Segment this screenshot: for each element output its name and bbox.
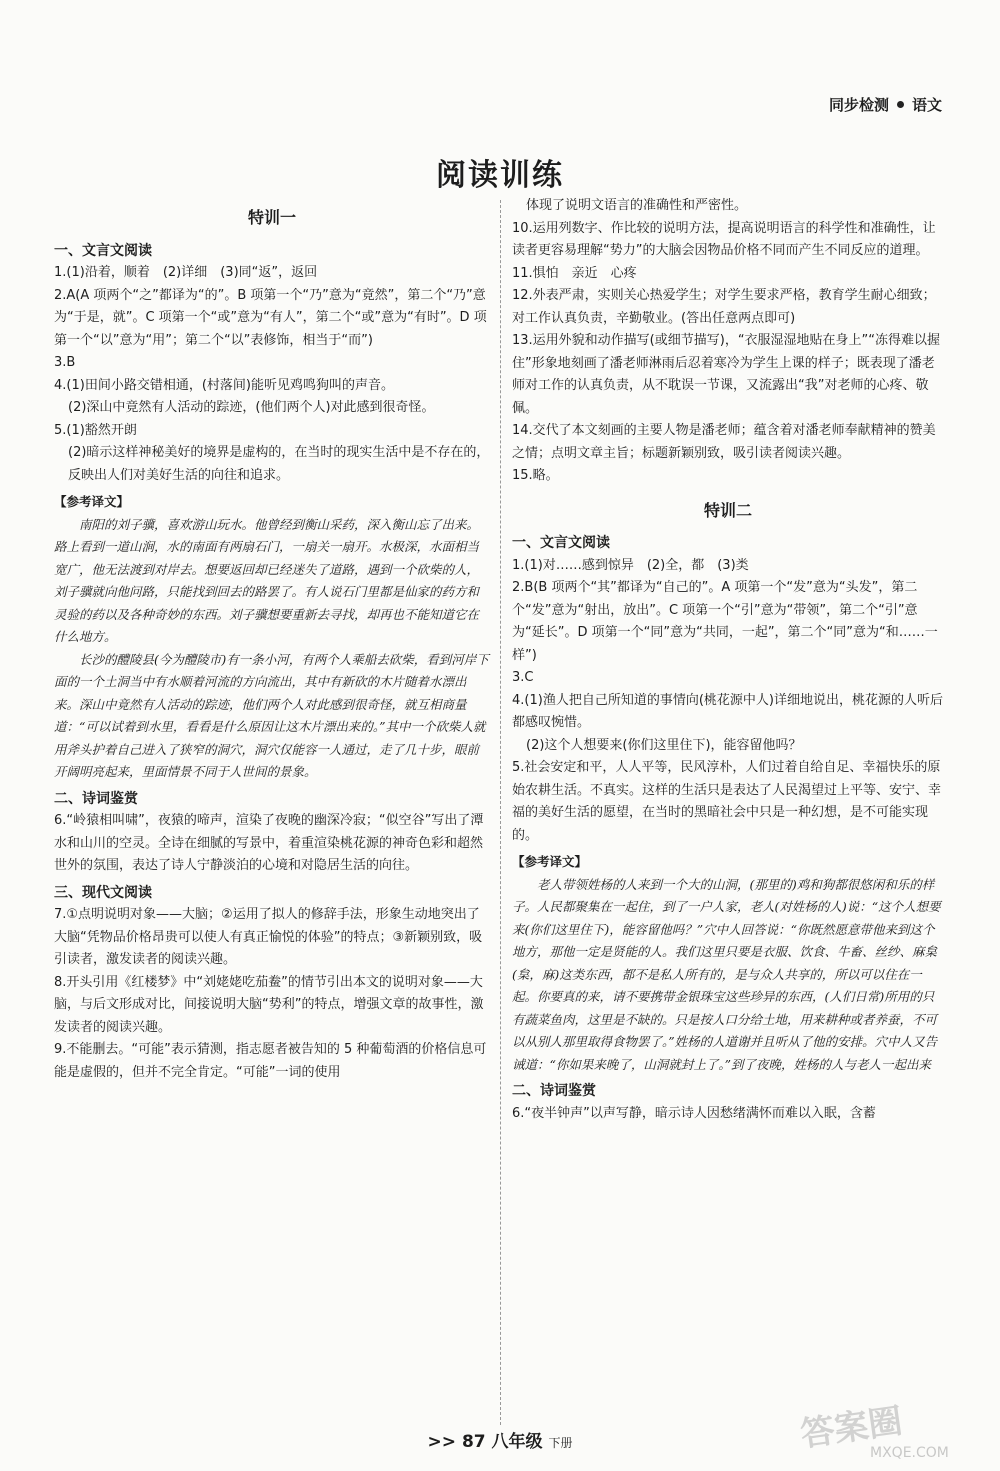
watermark-url: MXQE.COM (870, 1445, 949, 1461)
header-subject: 语文 (911, 96, 942, 114)
answer-item: 9.不能删去。“可能”表示猜测，指志愿者被告知的 5 种葡萄酒的价格信息可能是虚假的，但并不完全肯定。“可能”一词的使用 (54, 1042, 487, 1080)
section-heading: 三、现代文阅读 (54, 884, 152, 901)
translation-paragraph: 南阳的刘子骥，喜欢游山玩水。他曾经到衡山采药，深入衡山忘了出来。路上看到一道山涧，水的南面有两扇石门，一扇关一扇开。水极深，水面相当宽广，他无法渡到对岸去。想要返回却已经迷失了道路，遇到一个砍柴的人，刘子骥就向他问路，只能找到回去的路罢了。有人说石门里都是仙家的药方和灵验的药以及各种奇妙的东西。刘子骥想要重新去寻找，却再也不能知道它在什么地方。 (54, 516, 480, 644)
left-column (54, 195, 490, 1084)
header-series: 同步检测 (828, 96, 889, 114)
column-divider (500, 200, 501, 1425)
section-heading: 二、诗词鉴赏 (54, 790, 138, 807)
answer-item: 10.运用列数字、作比较的说明方法，提高说明语言的科学性和准确性，让读者更容易理解“势力”的大脑会因物品价格不同而产生不同反应的道理。 (512, 220, 936, 258)
answer-item: 1.(1)沿着，顺着 (2)详细 (3)同“返”，返回 (54, 265, 318, 280)
answer-item: 体现了说明文语言的准确性和严密性。 (526, 198, 748, 213)
answer-item: 15.略。 (512, 468, 559, 483)
translation-paragraph: 长沙的醴陵县(今为醴陵市)有一条小河，有两个人乘船去砍柴，看到河岸下面的一个土洞当中有水顺着河流的方向流出，其中有新砍的木片随着水漂出来。深山中竟然有人活动的踪迹，他们两个人对此感到很奇怪，就互相商量道：“可以试着到水里，看看是什么原因让这木片漂出来的。”其中一个砍柴人就用斧头护着自己进入了狭窄的洞穴，洞穴仅能容一人通过，走了几十步，眼前开阔明亮起来，里面情景不同于人世间的景象。 (54, 651, 489, 779)
answer-item: 5.(1)豁然开朗 (54, 422, 137, 438)
answer-item: 13.运用外貌和动作描写(或细节描写)，“衣服湿湿地贴在身上”“冻得难以握住”形象地刻画了潘老师淋雨后忍着寒冷为学生上课的样子；既表现了潘老师对工作的认真负责，从不耽误一节课，又流露出“我”对老师的心疼、敬佩。 (512, 333, 941, 416)
right-column (512, 195, 944, 1125)
volume-label: 下册 (548, 1436, 573, 1450)
answer-item: (2)这个人想要来(你们这里住下)，能容留他吗？ (526, 737, 802, 753)
answer-item: 6.“岭猿相叫啸”，夜猿的啼声，渲染了夜晚的幽深冷寂；“似空谷”写出了潭水和山川的空灵。全诗在细腻的写景中，着重渲染桃花源的神奇色彩和超然世外的氛围，表达了诗人宁静淡泊的心境和对隐居生活的向往。 (54, 813, 484, 873)
section-title: 特训一 (247, 208, 296, 227)
page-title: 阅读训练 (436, 158, 564, 193)
translation-paragraph: 老人带领姓杨的人来到一个大的山洞，(那里的)鸡和狗都很悠闲和乐的样子。人民都聚集在一起住，到了一户人家，老人(对姓杨的人)说：“这个人想要来(你们这里住下)，能容留他吗？”穴中人回答说：“你既然愿意带他来到这个地方，那他一定是贤能的人。我们这里只要是衣服、饮食、牛畜、丝纱、麻枲(枲，麻)这类东西，都不是私人所有的，是与众人共享的，所以可以住在一起。你要真的来，请不要携带金银珠宝这些珍异的东西，(人们日常)所用的只有蔬菜鱼肉，这里是不缺的。只是按人口分给土地，用来耕种或者养蚕，不可以从别人那里取得食物罢了。”姓杨的人道谢并且听从了他的安排。穴中人又告诫道：“你如果来晚了，山洞就封上了。”到了夜晚，姓杨的人与老人一起出来 (512, 876, 941, 1072)
answer-item: 7.①点明说明对象——大脑；②运用了拟人的修辞手法，形象生动地突出了大脑“凭物品价格昂贵可以使人有真正愉悦的体验”的特点；③新颖别致，吸引读者，激发读者的阅读兴趣。 (54, 907, 483, 967)
section-heading: 一、文言文阅读 (512, 535, 610, 551)
section-heading: 一、文言文阅读 (54, 242, 152, 259)
answer-item: 2.A(A 项两个“之”都译为“的”。B 项第一个“乃”意为“竟然”，第二个“乃”意为“于是，就”。C 项第一个“或”意为“有人”，第二个“或”意为“有时”。D 项第一个“以”意为“用”；第二个“以”表修饰，相当于“而”) (54, 287, 487, 348)
answer-item: 6.“夜半钟声”以声写静，暗示诗人因愁绪满怀而难以入眠，含蓄 (512, 1105, 876, 1121)
section-heading: 二、诗词鉴赏 (512, 1083, 596, 1099)
answer-item: 5.社会安定和平，人人平等，民风淳朴，人们过着自给自足、幸福快乐的原始农耕生活。不真实。这样的生活只是表达了人民渴望过上平等、安宁、幸福的美好生活的愿望，在当时的黑暗社会中只是一种幻想，是不可能实现的。 (512, 760, 942, 843)
page-number: >> 87 (427, 1432, 486, 1452)
answer-item: 12.外表严肃，实则关心热爱学生；对学生要求严格，教育学生耐心细致；对工作认真负责，辛勤敬业。(答出任意两点即可) (512, 288, 936, 326)
answer-item: 3.B (54, 355, 76, 370)
grade-label: 八年级 (491, 1432, 543, 1452)
translation-tag: 【参考译文】 (54, 494, 130, 509)
answer-item: 3.C (512, 670, 534, 685)
answer-item: 14.交代了本文刻画的主要人物是潘老师；蕴含着对潘老师奉献精神的赞美之情；点明文章主旨；标题新颖别致，吸引读者阅读兴趣。 (512, 423, 936, 461)
answer-item: 2.B(B 项两个“其”都译为“自己的”。A 项第一个“发”意为“头发”，第二个“发”意为“射出，放出”。C 项第一个“引”意为“带领”，第二个“引”意为“延长”。D 项第一个“同”意为“共同，一起”，第二个“同”意为“和……一样”) (512, 580, 938, 663)
answer-item: 4.(1)渔人把自己所知道的事情向(桃花源中人)详细地说出，桃花源的人听后都感叹惋惜。 (512, 692, 943, 730)
translation-tag: 【参考译文】 (512, 854, 588, 869)
answer-item: 4.(1)田间小路交错相通，(村落间)能听见鸡鸣狗叫的声音。 (54, 377, 394, 393)
watermark-logo: 答案圈 (798, 1401, 905, 1455)
answer-item: 1.(1)对……感到惊异 (2)全，都 (3)类 (512, 557, 749, 573)
answer-item: (2)深山中竟然有人活动的踪迹，(他们两个人)对此感到很奇怪。 (68, 400, 435, 415)
page-header (829, 94, 942, 115)
answer-item: 8.开头引用《红楼梦》中“刘姥姥吃茄鲞”的情节引出本文的说明对象——大脑，与后文形成对比，间接说明大脑“势利”的特点，增强文章的故事性，激发读者的阅读兴趣。 (54, 974, 484, 1035)
answer-item: (2)暗示这样神秘美好的境界是虚构的，在当时的现实生活中是不存在的，反映出人们对美好生活的向往和追求。 (68, 445, 490, 483)
answer-item: 11.惧怕 亲近 心疼 (512, 265, 637, 281)
bullet-icon (897, 101, 904, 108)
section-title: 特训二 (703, 500, 752, 520)
